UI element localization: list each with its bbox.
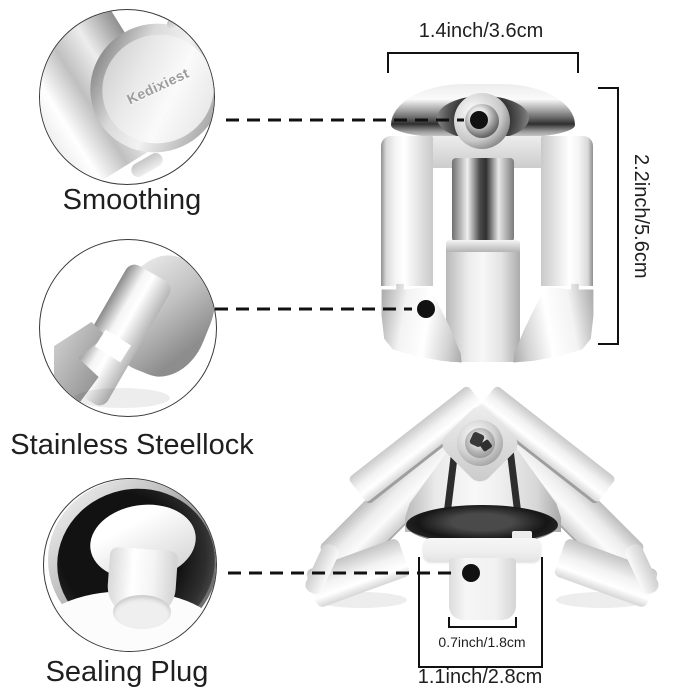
height-bracket-right bbox=[598, 88, 618, 344]
steellock-label: Stainless Steellock bbox=[10, 429, 254, 461]
base-width-dimension: 1.1inch/2.8cm bbox=[417, 666, 543, 688]
cap-width-dimension: 1.4inch/3.6cm bbox=[418, 20, 544, 42]
plug-width-bracket bbox=[449, 617, 516, 627]
sealing-plug-label: Sealing Plug bbox=[45, 656, 209, 688]
width-bracket-top bbox=[388, 53, 578, 73]
plug-width-dimension: 0.7inch/1.8cm bbox=[438, 634, 526, 650]
brand-engraving: Kedixiest bbox=[124, 64, 192, 108]
smoothing-label: Smoothing bbox=[62, 184, 202, 216]
callout-dot-smoothing bbox=[470, 111, 488, 129]
body-height-dimension: 2.2inch/5.6cm bbox=[630, 154, 652, 279]
callout-dot-sealing bbox=[462, 564, 480, 582]
callout-dot-steellock bbox=[417, 300, 435, 318]
base-width-bracket bbox=[419, 557, 542, 667]
